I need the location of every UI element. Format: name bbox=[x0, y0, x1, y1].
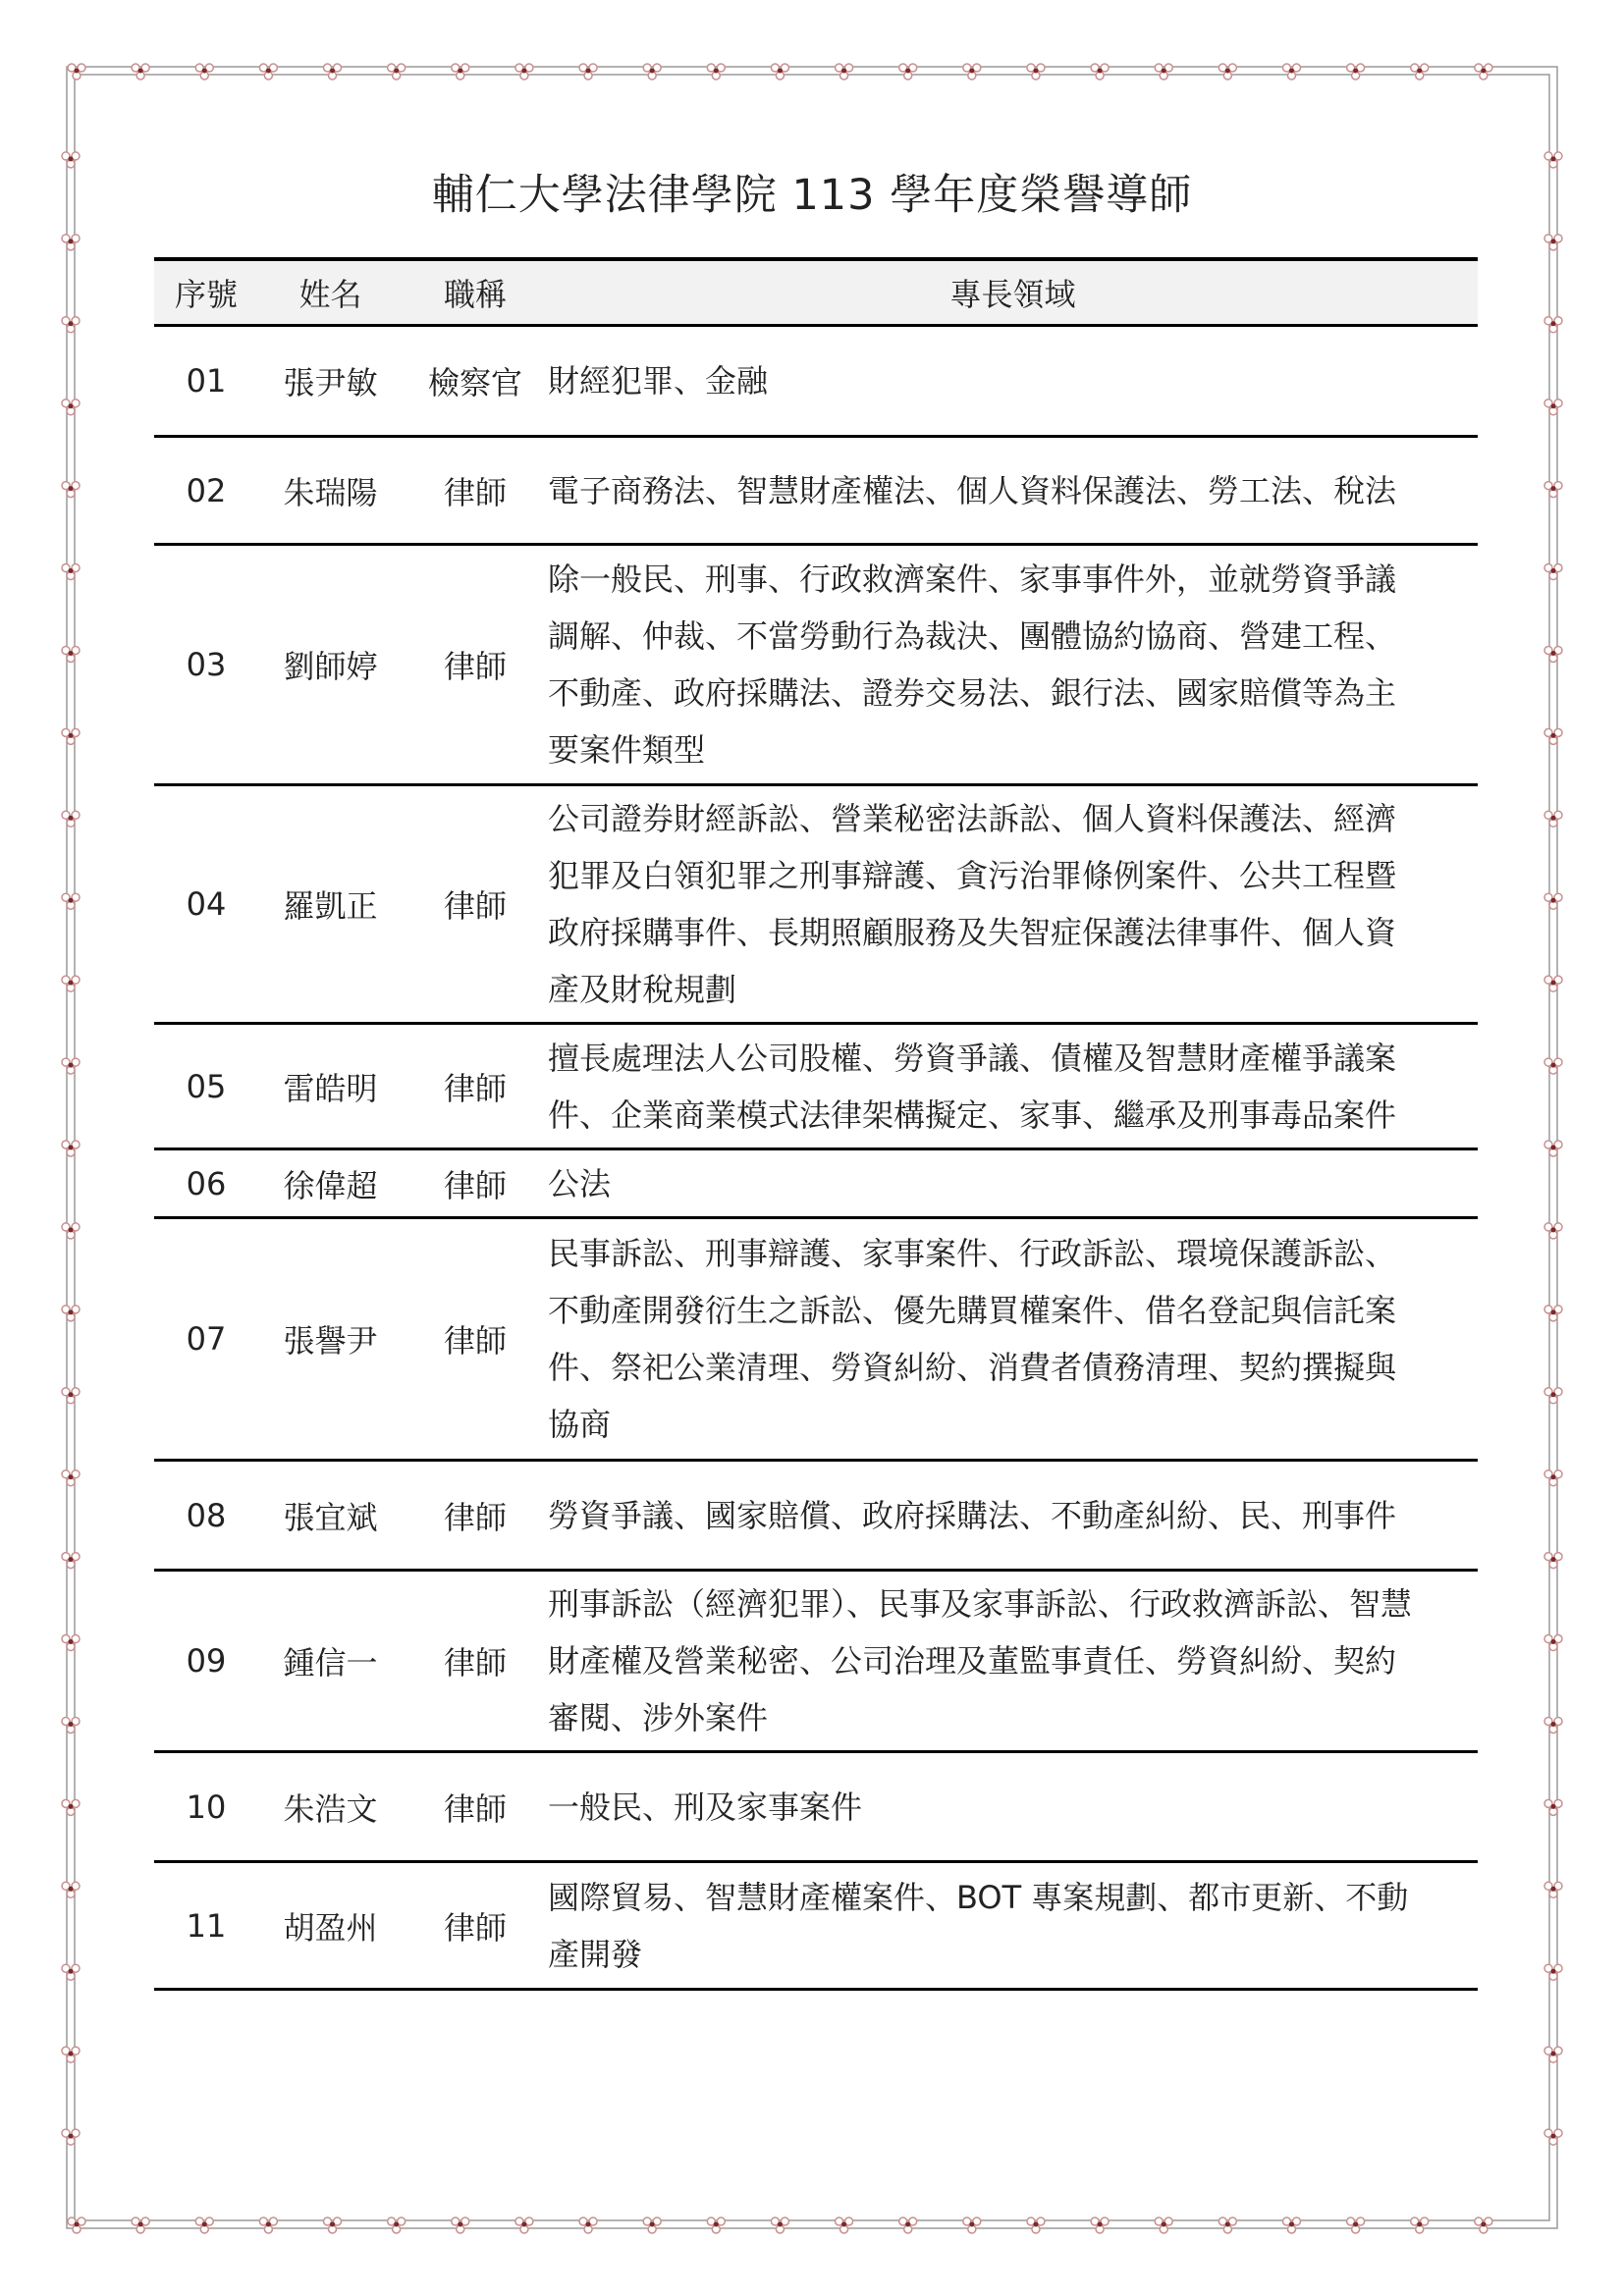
border-flower-dot bbox=[1544, 811, 1562, 827]
row-specialty bbox=[548, 1149, 1478, 1218]
border-flower-dot bbox=[62, 811, 80, 827]
border-flower-dot bbox=[1544, 1717, 1562, 1733]
row-no: 11 bbox=[154, 1862, 258, 1990]
row-role: 律師 bbox=[403, 1752, 548, 1862]
row-specialty bbox=[548, 1024, 1478, 1149]
border-flower-dot bbox=[1544, 1388, 1562, 1404]
table-row bbox=[154, 1571, 1478, 1752]
border-flower-dot bbox=[1544, 317, 1562, 333]
border-flower-dot bbox=[62, 1058, 80, 1074]
border-flower-dot bbox=[62, 1635, 80, 1651]
row-no: 03 bbox=[154, 545, 258, 785]
specialty-line: 國際貿易、智慧財產權案件、BOT 專案規劃、都市更新、不動 bbox=[548, 1878, 1409, 1916]
row-specialty bbox=[548, 437, 1478, 545]
row-name: 羅凱正 bbox=[258, 785, 403, 1024]
specialty-line: 調解、仲裁、不當勞動行為裁決、團體協約協商、營建工程、 bbox=[548, 617, 1397, 655]
row-name: 張尹敏 bbox=[258, 326, 403, 437]
specialty-line: 要案件類型 bbox=[548, 731, 706, 769]
table-row bbox=[154, 1862, 1478, 1990]
specialty-line: 公法 bbox=[548, 1164, 612, 1202]
header-no: 序號 bbox=[154, 259, 258, 326]
specialty-line: 犯罪及白領犯罪之刑事辯護、貪污治罪條例案件、公共工程暨 bbox=[548, 857, 1397, 894]
border-flower-dot bbox=[1544, 1470, 1562, 1486]
row-role: 律師 bbox=[403, 1149, 548, 1218]
border-flower-dot bbox=[62, 1141, 80, 1156]
page-title: 輔仁大學法律學院 113 學年度榮譽導師 bbox=[431, 171, 1193, 220]
border-flower-dot bbox=[62, 1964, 80, 1980]
specialty-line: 財經犯罪、金融 bbox=[548, 362, 769, 400]
row-specialty bbox=[548, 326, 1478, 437]
border-flower-dot bbox=[62, 893, 80, 909]
row-no: 06 bbox=[154, 1149, 258, 1218]
specialty-line: 產及財稅規劃 bbox=[548, 971, 737, 1008]
border-flower-dot bbox=[1544, 400, 1562, 415]
border-flower-dot bbox=[1544, 646, 1562, 662]
honor-mentor-table bbox=[154, 257, 1478, 1991]
row-no: 10 bbox=[154, 1752, 258, 1862]
table-header-row bbox=[154, 259, 1478, 326]
specialty-line: 件、祭祀公業清理、勞資糾紛、消費者債務清理、契約撰擬與 bbox=[548, 1349, 1397, 1386]
row-role: 律師 bbox=[403, 785, 548, 1024]
row-role: 律師 bbox=[403, 437, 548, 545]
row-name: 徐偉超 bbox=[258, 1149, 403, 1218]
row-no: 07 bbox=[154, 1218, 258, 1461]
row-name: 鍾信一 bbox=[258, 1571, 403, 1752]
row-role: 律師 bbox=[403, 545, 548, 785]
table-row bbox=[154, 1461, 1478, 1571]
row-role: 律師 bbox=[403, 1218, 548, 1461]
specialty-line: 不動產開發衍生之訴訟、優先購買權案件、借名登記與信託案 bbox=[548, 1292, 1397, 1329]
border-flower-dot bbox=[1544, 1882, 1562, 1897]
row-name: 張宜斌 bbox=[258, 1461, 403, 1571]
table-row bbox=[154, 1752, 1478, 1862]
border-flower-dot bbox=[62, 976, 80, 991]
border-flower-dot bbox=[1544, 564, 1562, 580]
border-flower-dot bbox=[1544, 1223, 1562, 1239]
border-flower-dot bbox=[62, 400, 80, 415]
row-no: 05 bbox=[154, 1024, 258, 1149]
row-no: 01 bbox=[154, 326, 258, 437]
header-spec: 專長領域 bbox=[548, 259, 1478, 326]
border-flower-dot bbox=[1544, 1635, 1562, 1651]
border-flower-dot bbox=[62, 235, 80, 250]
border-flower-dot bbox=[62, 2129, 80, 2145]
specialty-line: 產開發 bbox=[548, 1935, 643, 1973]
row-name: 張譽尹 bbox=[258, 1218, 403, 1461]
border-flower-dot bbox=[1544, 1141, 1562, 1156]
header-name: 姓名 bbox=[258, 259, 403, 326]
border-flower-dot bbox=[62, 1223, 80, 1239]
border-flower-dot bbox=[1544, 1058, 1562, 1074]
specialty-line: 財產權及營業秘密、公司治理及董監事責任、勞資糾紛、契約 bbox=[548, 1642, 1397, 1680]
table-row bbox=[154, 437, 1478, 545]
border-flower-dot bbox=[1544, 1964, 1562, 1980]
border-flower-dot bbox=[1544, 235, 1562, 250]
row-name: 胡盈州 bbox=[258, 1862, 403, 1990]
border-flower-dot bbox=[1544, 2129, 1562, 2145]
specialty-line: 政府採購事件、長期照顧服務及失智症保護法律事件、個人資 bbox=[548, 914, 1397, 951]
specialty-line: 不動產、政府採購法、證券交易法、銀行法、國家賠償等為主 bbox=[548, 674, 1397, 712]
border-flower-dot bbox=[62, 317, 80, 333]
specialty-line: 刑事訴訟（經濟犯罪）、民事及家事訴訟、行政救濟訴訟、智慧 bbox=[548, 1585, 1413, 1623]
row-specialty bbox=[548, 1862, 1478, 1990]
table-row bbox=[154, 785, 1478, 1024]
header-role: 職稱 bbox=[403, 259, 548, 326]
specialty-line: 件、企業商業模式法律架構擬定、家事、繼承及刑事毒品案件 bbox=[548, 1095, 1397, 1134]
border-flower-dot bbox=[62, 564, 80, 580]
row-no: 08 bbox=[154, 1461, 258, 1571]
row-role: 律師 bbox=[403, 1571, 548, 1752]
row-role: 檢察官 bbox=[403, 326, 548, 437]
border-flower-dot bbox=[1544, 1306, 1562, 1321]
specialty-line: 公司證券財經訴訟、營業秘密法訴訟、個人資料保護法、經濟 bbox=[548, 800, 1397, 837]
border-flower-dot bbox=[62, 728, 80, 744]
border-flower-dot bbox=[1544, 2047, 1562, 2062]
border-flower-dot bbox=[62, 1799, 80, 1815]
border-flower-dot bbox=[1544, 728, 1562, 744]
row-specialty bbox=[548, 1218, 1478, 1461]
table-row bbox=[154, 545, 1478, 785]
specialty-line: 一般民、刑及家事案件 bbox=[548, 1788, 863, 1826]
specialty-line: 審閱、涉外案件 bbox=[548, 1699, 769, 1736]
specialty-line: 電子商務法、智慧財產權法、個人資料保護法、勞工法、稅法 bbox=[548, 471, 1397, 509]
border-flower-dot bbox=[62, 1882, 80, 1897]
row-role: 律師 bbox=[403, 1461, 548, 1571]
row-name: 朱瑞陽 bbox=[258, 437, 403, 545]
row-specialty bbox=[548, 545, 1478, 785]
row-specialty bbox=[548, 785, 1478, 1024]
specialty-line: 協商 bbox=[548, 1406, 612, 1443]
row-name: 劉師婷 bbox=[258, 545, 403, 785]
row-no: 04 bbox=[154, 785, 258, 1024]
border-flower-dot bbox=[62, 1470, 80, 1486]
border-flower-dot bbox=[62, 1388, 80, 1404]
border-flower-dot bbox=[62, 646, 80, 662]
specialty-line: 勞資爭議、國家賠償、政府採購法、不動產糾紛、民、刑事件 bbox=[548, 1496, 1397, 1534]
specialty-line: 除一般民、刑事、行政救濟案件、家事事件外，並就勞資爭議 bbox=[548, 561, 1397, 598]
table-row bbox=[154, 326, 1478, 437]
row-no: 09 bbox=[154, 1571, 258, 1752]
border-flower-dot bbox=[1544, 1553, 1562, 1569]
border-flower-dot bbox=[62, 482, 80, 498]
border-flower-dot bbox=[1544, 482, 1562, 498]
row-specialty bbox=[548, 1571, 1478, 1752]
row-role: 律師 bbox=[403, 1862, 548, 1990]
table-row bbox=[154, 1024, 1478, 1149]
border-flower-dot bbox=[62, 2047, 80, 2062]
border-flower-dot bbox=[62, 1717, 80, 1733]
table-row bbox=[154, 1218, 1478, 1461]
row-specialty bbox=[548, 1461, 1478, 1571]
specialty-line: 擅長處理法人公司股權、勞資爭議、債權及智慧財產權爭議案 bbox=[548, 1039, 1397, 1077]
border-flower-dot bbox=[62, 1306, 80, 1321]
border-flower-dot bbox=[1544, 893, 1562, 909]
row-specialty bbox=[548, 1752, 1478, 1862]
border-flower-dot bbox=[1544, 1799, 1562, 1815]
row-no: 02 bbox=[154, 437, 258, 545]
border-flower-dot bbox=[1544, 976, 1562, 991]
row-name: 雷皓明 bbox=[258, 1024, 403, 1149]
row-name: 朱浩文 bbox=[258, 1752, 403, 1862]
table-row bbox=[154, 1149, 1478, 1218]
row-role: 律師 bbox=[403, 1024, 548, 1149]
specialty-line: 民事訴訟、刑事辯護、家事案件、行政訴訟、環境保護訴訟、 bbox=[548, 1235, 1397, 1272]
border-flower-dot bbox=[62, 1553, 80, 1569]
